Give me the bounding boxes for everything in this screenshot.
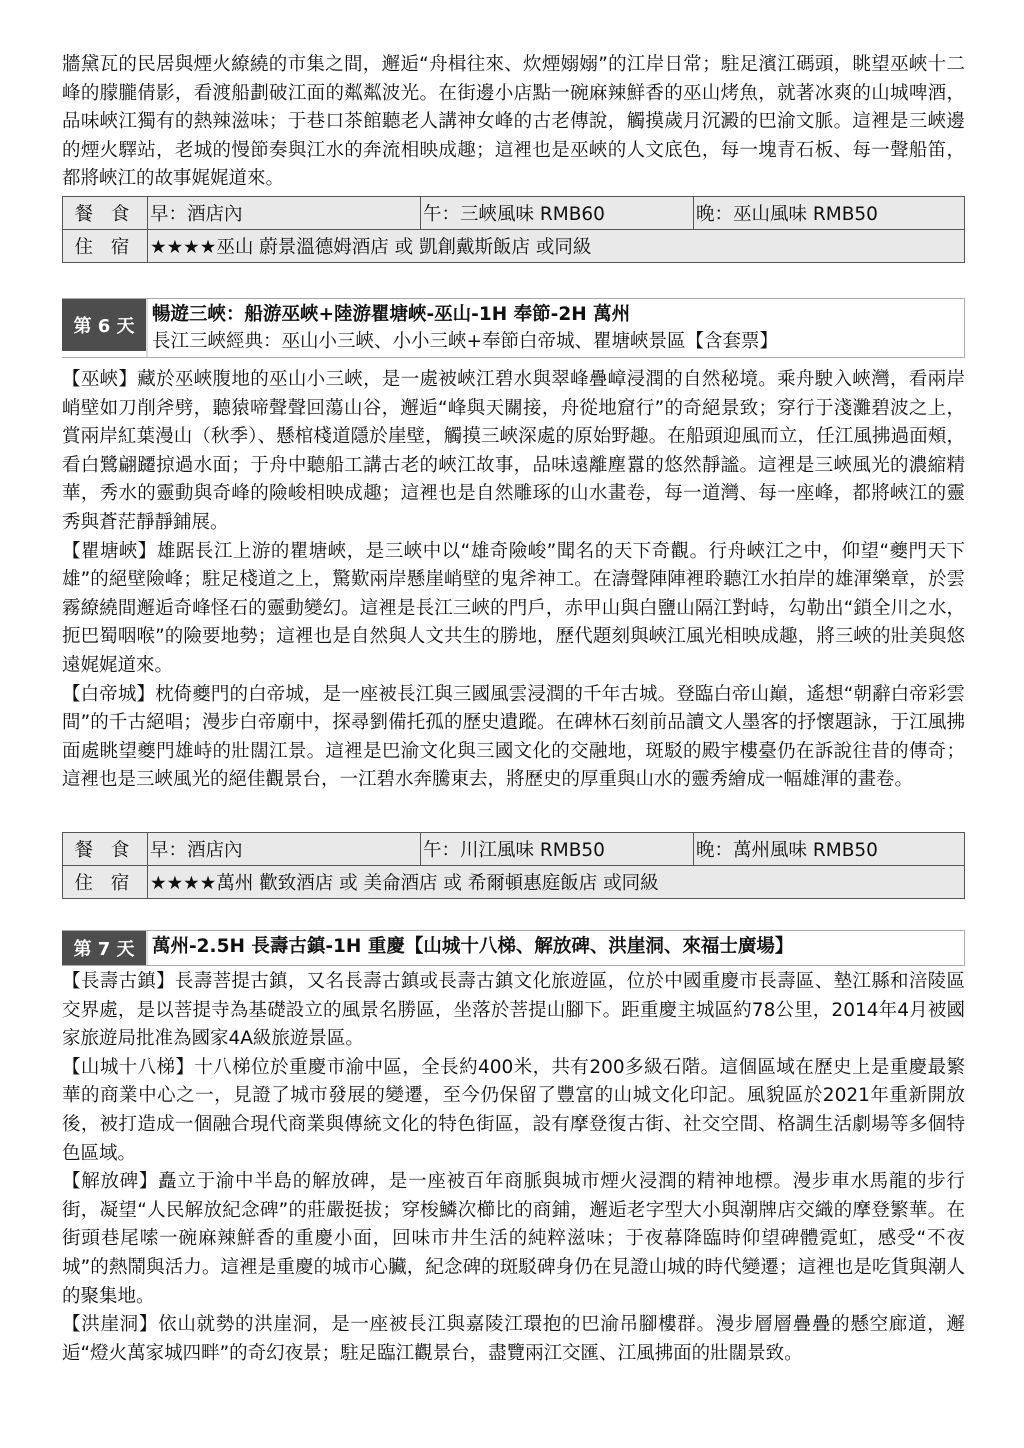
paragraph-shibati: 【山城十八梯】十八梯位於重慶市渝中區，全長約400米，共有200多級石階。這個區域在歷史上是重慶最繁華的商業中心之一，見證了城市發展的變遷，至今仍保留了豐富的山城文化印記。風貌區於2021年重新開放後，被打造成一個融合現代商業與傳統文化的特色街區，設有摩登復古街、社交空間、格調生活劇場等多個特色區域。 — [62, 1056, 965, 1164]
day-subtitle: 長江三峽經典：巫山小三峽、小小三峽+奉節白帝城、瞿塘峽景區【含套票】 — [152, 331, 779, 352]
breakfast-cell: 早：酒店內 — [148, 833, 421, 866]
paragraph-wuxia: 【巫峽】藏於巫峽腹地的巫山小三峽，是一處被峽江碧水與翠峰疊嶂浸潤的自然秘境。乘舟駛入峽灣，看兩岸峭壁如刀削斧劈，聽猿啼聲聲回蕩山谷，邂逅“峰與天關接，舟從地窟行”的奇絕景致；穿行于淺灘碧波之上，賞兩岸紅葉漫山（秋季）、懸棺棧道隱於崖壁，觸摸三峽深處的原始野趣。在船頭迎風而立，任江風拂過面頰，看白鷺翩躚掠過水面；于舟中聽船工講古老的峽江故事，品味遠離塵囂的悠然靜謐。這裡是三峽風光的濃縮精華，秀水的靈動與奇峰的險峻相映成趣；這裡也是自然雕琢的山水畫卷，每一道灣、每一座峰，都將峽江的靈秀與蒼茫靜靜鋪展。 — [62, 369, 965, 533]
paragraph-jiefangbei: 【解放碑】矗立于渝中半島的解放碑，是一座被百年商脈與城市煙火浸潤的精神地標。漫步車水馬龍的步行街，凝望“人民解放紀念碑”的莊嚴挺拔；穿梭鱗次櫛比的商鋪，邂逅老字型大小與潮牌店交織的摩登繁華。在街頭巷尾嗦一碗麻辣鮮香的重慶小面，回味市井生活的純粹滋味；于夜幕降臨時仰望碑體霓虹，感受“不夜城”的熱鬧與活力。這裡是重慶的城市心臟，紀念碑的斑駁碑身仍在見證山城的時代變遷；這裡也是吃貨與潮人的聚集地。 — [62, 1171, 965, 1307]
day7-description — [62, 968, 965, 1368]
dinner-cell: 晚：巫山風味 RMB50 — [694, 197, 965, 230]
lunch-cell: 午：三峽風味 RMB60 — [421, 197, 694, 230]
day-title-box — [146, 299, 964, 357]
paragraph-hongyadong: 【洪崖洞】依山就勢的洪崖洞，是一座被長江與嘉陵江環抱的巴渝吊腳樓群。漫步層層疊疊的懸空廊道，邂逅“燈火萬家城四畔”的奇幻夜景；駐足臨江觀景台，盡覽兩江交匯、江風拂面的壯闊景致。 — [62, 1314, 965, 1364]
day-title: 暢遊三峽：船游巫峽+陸游瞿塘峽-巫山-1H 奉節-2H 萬州 — [152, 304, 631, 325]
paragraph-changshou: 【長壽古鎮】長壽菩提古鎮，又名長壽古鎮或長壽古鎮文化旅遊區，位於中國重慶市長壽區、墊江縣和涪陵區交界處，是以菩提寺為基礎設立的風景名勝區，坐落於菩提山腳下。距重慶主城區約78公里，2014年4月被國家旅遊局批准為國家4A級旅遊景區。 — [62, 971, 965, 1050]
day6-description — [62, 366, 965, 795]
hotel-row — [63, 866, 965, 899]
day-title: 萬州-2.5H 長壽古鎮-1H 重慶【山城十八梯、解放碑、洪崖洞、來福士廣場】 — [152, 936, 794, 957]
hotel-cell: ★★★★萬州 歡致酒店 或 美侖酒店 或 希爾頓惠庭飯店 或同級 — [148, 866, 965, 899]
day5-description — [62, 51, 965, 194]
day5-paragraph: 牆黛瓦的民居與煙火繚繞的市集之間，邂逅“舟楫往來、炊煙嫋嫋”的江岸日常；駐足濱江碼頭，眺望巫峽十二峰的朦朧倩影，看渡船劃破江面的粼粼波光。在街邊小店點一碗麻辣鮮香的巫山烤魚，就著冰爽的山城啤酒，品味峽江獨有的熱辣滋味；于巷口茶館聽老人講神女峰的古老傳說，觸摸歲月沉澱的巴渝文脈。這裡是三峽邊的煙火驛站，老城的慢節奏與江水的奔流相映成趣；這裡也是巫峽的人文底色，每一塊青石板、每一聲船笛，都將峽江的故事娓娓道來。 — [62, 54, 965, 190]
day5-info-table — [62, 196, 965, 263]
lunch-cell: 午：川江風味 RMB50 — [421, 833, 694, 866]
paragraph-baidicheng: 【白帝城】枕倚夔門的白帝城，是一座被長江與三國風雲浸潤的千年古城。登臨白帝山巔，遙想“朝辭白帝彩雲間”的千古絕唱；漫步白帝廟中，探尋劉備托孤的歷史遺蹤。在碑林石刻前品讀文人墨客的抒懷題詠，于江風拂面處眺望夔門雄峙的壯闊江景。這裡是巴渝文化與三國文化的交融地，斑駁的殿宇樓臺仍在訴說往昔的傳奇；這裡也是三峽風光的絕佳觀景台，一江碧水奔騰東去，將歷史的厚重與山水的靈秀繪成一幅雄渾的畫卷。 — [62, 683, 965, 791]
meals-row — [63, 833, 965, 866]
meals-row — [63, 197, 965, 230]
dinner-cell: 晚：萬州風味 RMB50 — [694, 833, 965, 866]
day6-info-table — [62, 832, 965, 899]
day6-header — [62, 298, 965, 358]
hotel-label: 住 宿 — [63, 230, 148, 263]
day-badge: 第 6 天 — [62, 299, 146, 351]
day-title-box — [146, 931, 964, 965]
meals-label: 餐 食 — [63, 197, 148, 230]
hotel-row — [63, 230, 965, 263]
paragraph-qutangxia: 【瞿塘峽】雄踞長江上游的瞿塘峽，是三峽中以“雄奇險峻”聞名的天下奇觀。行舟峽江之中，仰望“夔門天下雄”的絕壁險峰；駐足棧道之上，驚歎兩岸懸崖峭壁的鬼斧神工。在濤聲陣陣裡聆聽江水拍岸的雄渾樂章，於雲霧繚繞間邂逅奇峰怪石的靈動變幻。這裡是長江三峽的門戶，赤甲山與白鹽山隔江對峙，勾勒出“鎖全川之水，扼巴蜀咽喉”的險要地勢；這裡也是自然與人文共生的勝地，歷代題刻與峽江風光相映成趣，將三峽的壯美與悠遠娓娓道來。 — [62, 540, 965, 676]
hotel-label: 住 宿 — [63, 866, 148, 899]
breakfast-cell: 早：酒店內 — [148, 197, 421, 230]
day-badge: 第 7 天 — [62, 931, 146, 965]
day7-header — [62, 930, 965, 966]
meals-label: 餐 食 — [63, 833, 148, 866]
hotel-cell: ★★★★巫山 蔚景溫德姆酒店 或 凱創戴斯飯店 或同級 — [148, 230, 965, 263]
